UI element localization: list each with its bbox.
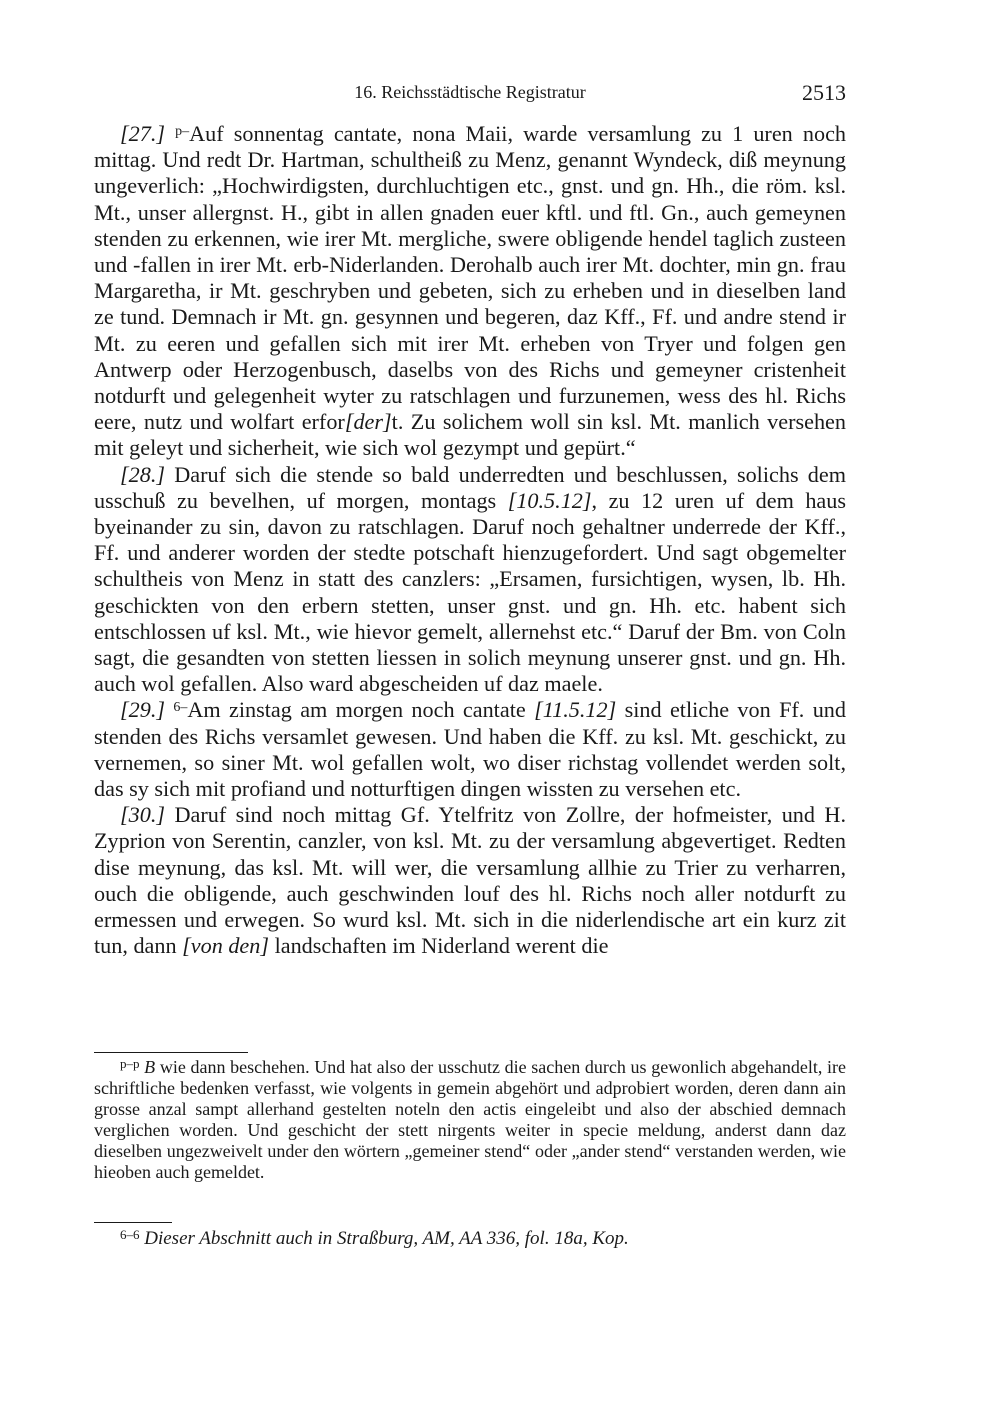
footnote-siglum: B (144, 1057, 156, 1077)
paragraph-text: landschaften im Niderland werent die (269, 933, 609, 959)
running-title: 16. Reichsstädtische Registratur (354, 82, 586, 102)
paragraph-text: Daruf sind noch mittag Gf. Ytelfritz von Zollre, der hofmeister, und H. Zyprion von Serentin, canzler, von ksl. Mt. zu der versamlung abgevertiget. Redten dise meynung, das ksl. Mt. will wer, die versamlung allhie zu Trier zu verharren, ouch die obligende, auch geschwinden louf des hl. Richs noch aller notdurft zu ermessen und erwegen. So wurd ksl. Mt. sich in die niderlendische art ein kurz zit tun, dann (94, 802, 846, 959)
paragraph-28 (94, 462, 846, 698)
editorial-date: [10.5.12] (507, 487, 592, 513)
main-text (94, 121, 846, 960)
paragraph-27 (94, 121, 846, 462)
editorial-insertion: [der] (344, 409, 392, 435)
footnote-6 (94, 1227, 846, 1251)
footnote-label: p–p (120, 1056, 140, 1071)
editorial-insertion: [von den] (182, 933, 270, 959)
section-number: [30.] (120, 802, 166, 828)
footnote-p (94, 1057, 846, 1183)
paragraph-text: Daruf sich die stende so bald underredten und beschlussen, solichs dem usschuß zu bevelhen, uf morgen, montags (94, 461, 846, 513)
footnote-body: Dieser Abschnitt auch in Straßburg, AM, AA 336, fol. 18a, Kop. (139, 1228, 629, 1249)
footnote-mark-p: p– (175, 124, 190, 139)
paragraph-30 (94, 802, 846, 959)
footnote-body: wie dann beschehen. Und hat also der usschutz die sachen durch us gewonlich abgehandelt, ire schriftliche bedenken verfasst, wie volgents in gemein abgehört und adprobiert worden, deren dann ain grosse anzal sampt allerhand gestelten noteln den actis eingeleibt und also der abschied demnach verglichen worden. Und geschicht der stett nirgents weiter in specie meldung, anderst dann daz dieselben ungezweivelt under den wörtern „gemeiner stend“ oder „ander stend“ verstanden werden, wie hieoben auch gemeldet. (94, 1057, 846, 1182)
footnote-mark-6: 6– (173, 700, 188, 716)
page-header (94, 80, 846, 108)
footnote-text (94, 1057, 846, 1183)
paragraph-text: sind etliche von Ff. und stenden des Richs versamlet gewesen. Und haben die Kff. zu ksl. Mt. geschickt, zu vernemen, so siner Mt. wol gefallen wolt, wo diser richstag vollendet werden solt, das sy sich mit profiand und notturftigen dingen wissten zu versehen etc. (94, 697, 846, 802)
page-number: 2513 (802, 80, 846, 105)
paragraph-text: , zu 12 uren uf dem haus byeinander zu sin, davon zu ratschlagen. Daruf noch gehaltner underrede der Kff., Ff. und anderer worden der stedte potschaft hienzugefordert. Und sagt obgemelter schultheis von Menz in statt des canzlers: „Ersamen, fursichtigen, wysen, lb. Hh. geschickten von den erbern stetten, unser gnst. und gn. Hh. etc. habent sich entschlossen uf ksl. Mt., wie hievor gemelt, allernehst etc.“ Daruf der Bm. von Coln sagt, die gesandten von stetten liessen in solich meynung unserer gnst. und gn. Hh. auch wol gefallen. Also ward abgescheiden uf daz maele. (94, 487, 847, 697)
footnote-divider (94, 1222, 172, 1223)
paragraph-text: Auf sonnentag cantate, nona Maii, warde versamlung zu 1 uren noch mittag. Und redt Dr. Hartman, schultheiß zu Menz, genannt Wyndeck, diß meynung ungeverlich: „Hochwirdigsten, durchluchtigen etc., gnst. und gn. Hh., die röm. ksl. Mt., unser allergnst. H., gibt in allen gnaden euer kftl. und ftl. Gn., auch gemeynen stenden zu erkennen, wie irer Mt. mergliche, swere obligende hendel taglich zusteen und -fallen in irer Mt. erb-Niderlanden. Derohalb auch irer Mt. dochter, min gn. frau Margaretha, ir Mt. geschryben und gebeten, sich zu erheben und in dieselben land ze tund. Demnach ir Mt. gn. gesynnen und begeren, daz Kff., Ff. und andre stend ir Mt. zu eeren und gefallen sich mit irer Mt. erheben von Tryer und folgen gen Antwerp oder Herzogenbusch, daselbs von des Richs und gemeyner cristenheit notdurft und gelegenheit wyter zu ratschlagen und furzunemen, wess des hl. Richs eere, nutz und wolfart erfor (94, 121, 847, 435)
paragraph-29 (94, 697, 846, 802)
section-number: [28.] (120, 461, 166, 487)
editorial-date: [11.5.12] (534, 697, 617, 723)
footnote-text (94, 1227, 846, 1251)
section-number: [29.] (120, 697, 166, 723)
paragraph-text: t. Zu solichem woll sin ksl. Mt. manlich versehen mit geleyt und sicherheit, wie sich wol gezympt und gepürt.“ (94, 409, 847, 461)
paragraph-text: Am zinstag am morgen noch cantate (187, 697, 535, 723)
footnote-label: 6–6 (120, 1227, 140, 1242)
section-number: [27.] (120, 121, 166, 146)
footnote-divider (94, 1052, 248, 1053)
